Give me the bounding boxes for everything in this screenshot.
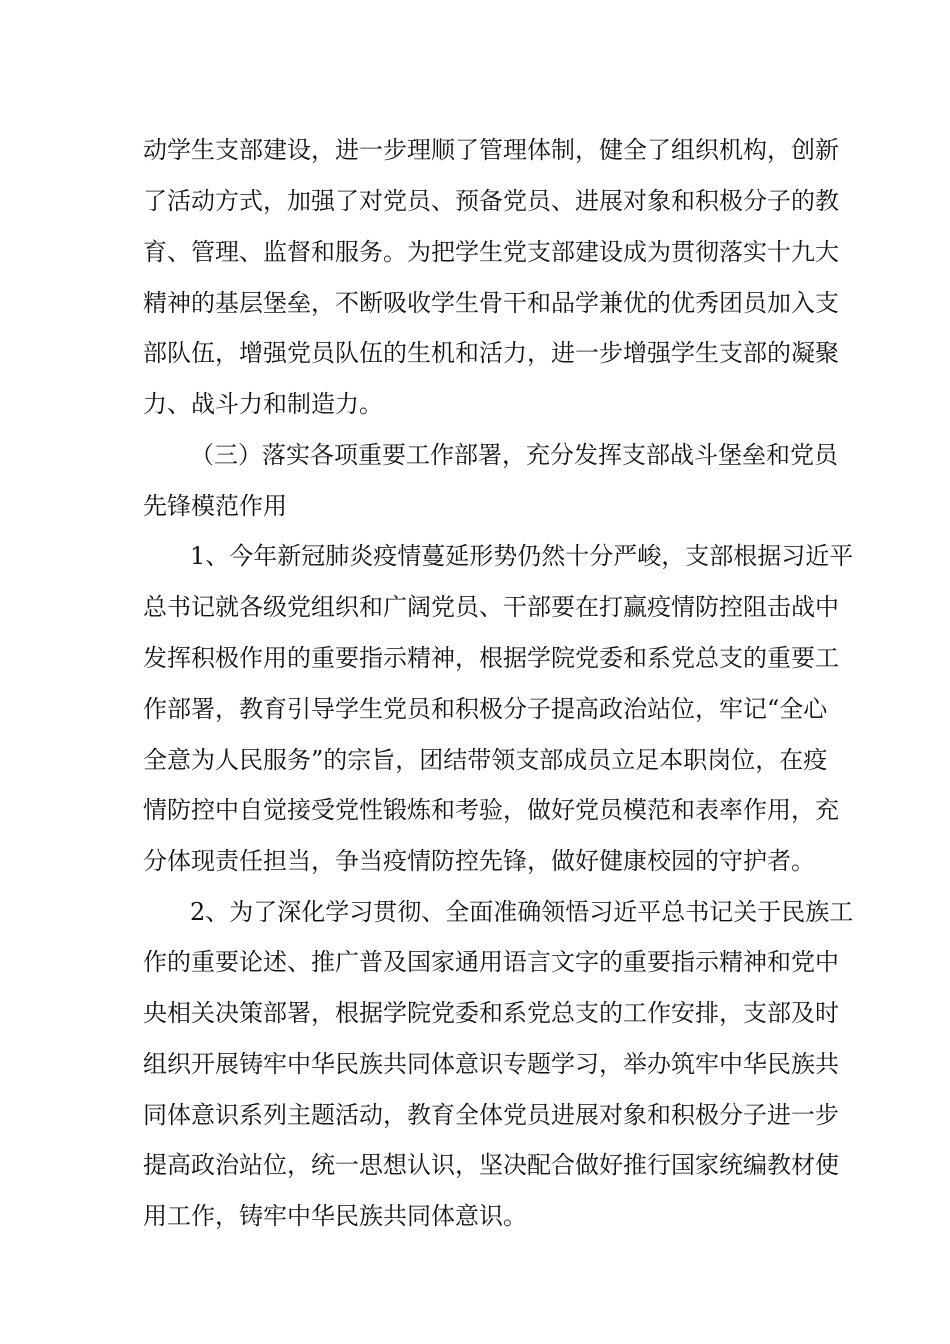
section-heading: （三）落实各项重要工作部署，充分发挥支部战斗堡垒和党员: [190, 441, 838, 469]
text-line: 精神的基层堡垒，不断吸收学生骨干和品学兼优的优秀团员加入支: [143, 289, 839, 317]
text-line: 分体现责任担当，争当疫情防控先锋，做好健康校园的守护者。: [143, 847, 815, 875]
text-line: 总书记就各级党组织和广阔党员、干部要在打赢疫情防控阻击战中: [143, 593, 839, 621]
text-line: 组织开展铸牢中华民族共同体意识专题学习，举办筑牢中华民族共: [143, 1050, 839, 1078]
paragraph-2-start: 2、为了深化学习贯彻、全面准确领悟习近平总书记关于民族工: [190, 898, 854, 926]
text-line: 部队伍，增强党员队伍的生机和活力，进一步增强学生支部的凝聚: [143, 339, 839, 367]
text-line: 发挥积极作用的重要指示精神，根据学院党委和系党总支的重要工: [143, 644, 839, 672]
text-line: 育、管理、监督和服务。为把学生党支部建设成为贯彻落实十九大: [143, 238, 839, 266]
text-line: 用工作，铸牢中华民族共同体意识。: [143, 1202, 527, 1230]
text-line: 力、战斗力和制造力。: [143, 390, 383, 418]
text-line: 央相关决策部署，根据学院党委和系党总支的工作安排，支部及时: [143, 999, 839, 1027]
text-line: 情防控中自觉接受党性锻炼和考验，做好党员模范和表率作用，充: [143, 796, 839, 824]
text-line: 了活动方式，加强了对党员、预备党员、进展对象和积极分子的教: [143, 187, 839, 215]
text-line: 作的重要论述、推广普及国家通用语言文字的重要指示精神和党中: [143, 948, 839, 976]
section-heading-continued: 先锋模范作用: [143, 492, 287, 520]
text-line: 动学生支部建设，进一步理顺了管理体制，健全了组织机构，创新: [143, 136, 839, 164]
paragraph-1-start: 1、今年新冠肺炎疫情蔓延形势仍然十分严峻，支部根据习近平: [190, 542, 854, 570]
text-line: 全意为人民服务”的宗旨，团结带领支部成员立足本职岗位，在疫: [143, 746, 828, 774]
text-line: 作部署，教育引导学生党员和积极分子提高政治站位，牢记“全心: [143, 695, 828, 723]
text-line: 同体意识系列主题活动，教育全体党员进展对象和积极分子进一步: [143, 1101, 839, 1129]
text-line: 提高政治站位，统一思想认识，坚决配合做好推行国家统编教材使: [143, 1151, 839, 1179]
